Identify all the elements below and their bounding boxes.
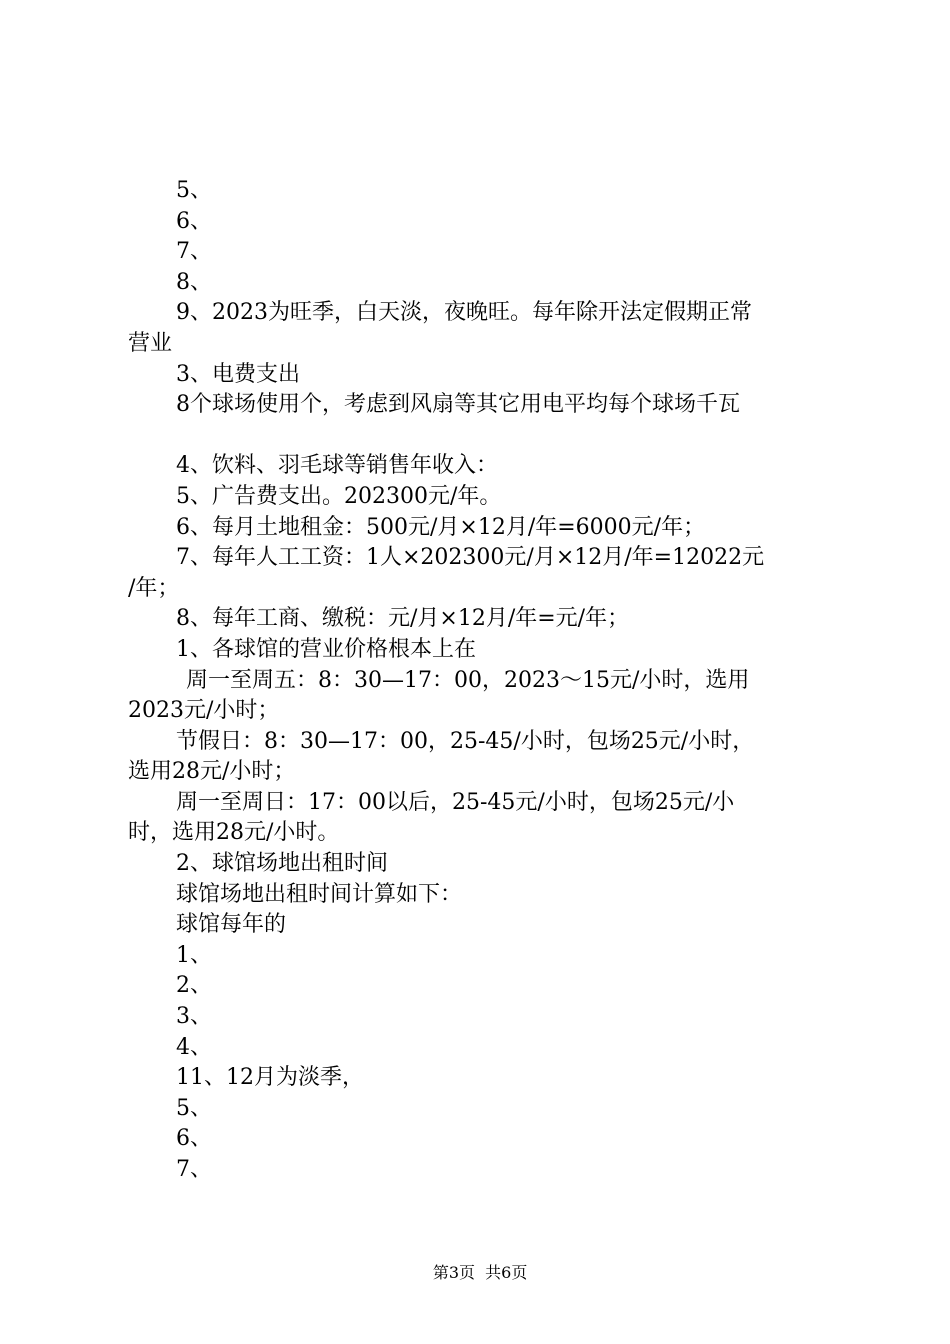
text-line: 7、每年人工工资：1人×202300元/月×12月/年=12022元	[176, 545, 765, 571]
text-line: 5、	[176, 1095, 212, 1121]
text-line: 2023元/小时；	[128, 698, 280, 724]
text-line: 5、	[176, 178, 212, 203]
text-line: 营业	[128, 330, 173, 356]
text-line: /年；	[128, 575, 180, 601]
document-body	[128, 176, 833, 1186]
text-line: 7、	[176, 1157, 212, 1182]
text-line: 周一至周五：8：30—17：00，2023～15元/小时，选用	[186, 667, 750, 693]
text-line: 9、2023为旺季，白天淡，夜晚旺。每年除开法定假期正常	[176, 300, 752, 326]
text-line: 6、	[176, 208, 212, 234]
text-line: 1、各球馆的营业价格根本上在	[176, 636, 476, 662]
text-line: 1、	[176, 942, 212, 968]
blank-line	[128, 421, 833, 452]
text-line: 5、广告费支出。202300元/年。	[176, 483, 502, 509]
text-line: 2、球馆场地出租时间	[176, 851, 388, 877]
text-line: 球馆每年的	[176, 912, 287, 938]
text-line: 4、饮料、羽毛球等销售年收入：	[176, 453, 498, 479]
text-line: 3、	[176, 1004, 212, 1030]
text-line: 时，选用28元/小时。	[128, 820, 340, 846]
page-footer	[0, 1243, 950, 1283]
text-line: 周一至周日：17：00以后，25-45元/小时，包场25元/小	[176, 789, 735, 815]
page-number: 第3页 共6页	[432, 1263, 528, 1282]
text-line: 节假日：8：30—17：00，25-45/小时，包场25元/小时，	[176, 728, 755, 754]
text-line: 8、	[176, 269, 212, 295]
text-line: 2、	[176, 973, 212, 999]
text-line: 球馆场地出租时间计算如下：	[176, 881, 463, 907]
text-line: 8个球场使用个，考虑到风扇等其它用电平均每个球场千瓦	[176, 392, 740, 418]
text-line: 6、	[176, 1126, 212, 1152]
text-line: 6、每月土地租金：500元/月×12月/年=6000元/年；	[176, 514, 706, 540]
text-line: 8、每年工商、缴税：元/月×12月/年=元/年；	[176, 606, 630, 632]
text-line: 选用28元/小时；	[128, 759, 296, 785]
text-line: 11、12月为淡季，	[176, 1065, 364, 1091]
text-line: 7、	[176, 239, 212, 265]
text-line: 4、	[176, 1034, 212, 1060]
text-line: 3、电费支出	[176, 361, 300, 387]
